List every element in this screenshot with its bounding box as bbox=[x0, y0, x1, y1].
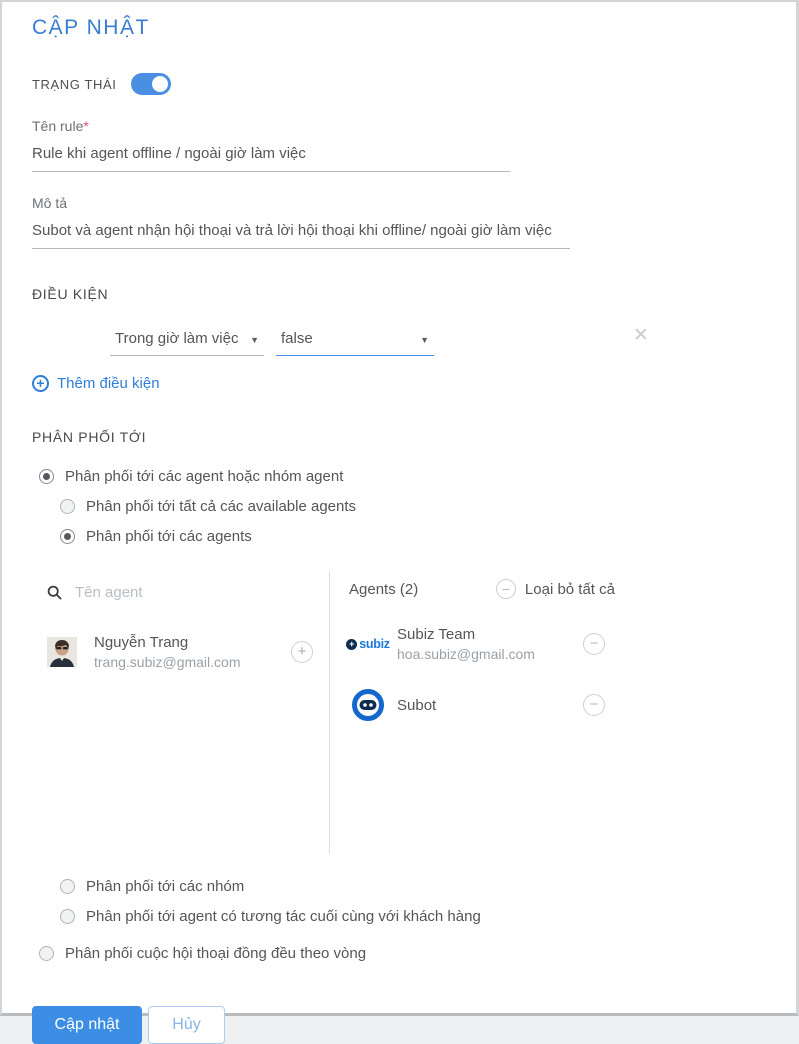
agent-search-row bbox=[47, 583, 319, 602]
status-row bbox=[32, 73, 796, 95]
selected-agent-row bbox=[349, 689, 621, 721]
subiz-team-logo bbox=[349, 637, 390, 651]
rule-name-label-text: Tên rule bbox=[32, 118, 84, 134]
agent-name: Nguyễn Trang bbox=[94, 634, 189, 651]
radio-distribute-groups[interactable] bbox=[60, 878, 796, 895]
status-label: TRẠNG THÁI bbox=[32, 76, 117, 92]
agent-name: Subot bbox=[397, 696, 437, 714]
description-field bbox=[32, 195, 796, 249]
subiz-wordmark: subiz bbox=[359, 637, 390, 651]
rule-name-input[interactable] bbox=[32, 134, 510, 172]
condition-value-value: false bbox=[281, 330, 313, 347]
selected-agents-header bbox=[349, 579, 621, 599]
agent-email: hoa.subiz@gmail.com bbox=[397, 646, 535, 662]
available-agents-panel bbox=[32, 571, 329, 854]
selected-agents-count: Agents (2) bbox=[349, 580, 419, 598]
status-toggle[interactable] bbox=[131, 73, 171, 95]
subiz-dot-icon bbox=[346, 639, 357, 650]
add-agent-button[interactable] bbox=[291, 641, 313, 663]
agent-email: trang.subiz@gmail.com bbox=[94, 654, 241, 670]
remove-condition-icon[interactable] bbox=[630, 324, 652, 346]
selected-agent-row bbox=[349, 626, 621, 662]
cancel-button[interactable]: Hủy bbox=[148, 1006, 225, 1044]
radio-label: Phân phối tới các nhóm bbox=[86, 878, 245, 895]
radio-distribute-last-interaction[interactable] bbox=[60, 908, 796, 925]
radio-distribute-round-robin[interactable] bbox=[39, 945, 796, 962]
add-condition-label: Thêm điều kiện bbox=[57, 375, 160, 392]
page-title: CẬP NHẬT bbox=[32, 16, 150, 39]
chevron-down-icon bbox=[420, 330, 429, 347]
radio-icon bbox=[60, 879, 75, 894]
rule-name-label bbox=[32, 118, 796, 134]
radio-label: Phân phối tới các agents bbox=[86, 528, 252, 545]
radio-icon bbox=[60, 529, 75, 544]
condition-attribute-select[interactable] bbox=[110, 330, 264, 356]
plus-circle-icon bbox=[32, 375, 49, 392]
agent-avatar bbox=[47, 637, 77, 667]
description-input[interactable] bbox=[32, 211, 570, 249]
radio-icon bbox=[60, 909, 75, 924]
remove-all-label: Loại bỏ tất cả bbox=[524, 580, 615, 598]
selected-agents-panel bbox=[329, 571, 621, 854]
radio-icon bbox=[39, 946, 54, 961]
add-condition-link[interactable] bbox=[32, 375, 160, 392]
chevron-down-icon bbox=[250, 330, 259, 347]
agent-info bbox=[397, 697, 583, 714]
condition-value-select[interactable] bbox=[276, 330, 434, 356]
radio-icon bbox=[39, 469, 54, 484]
subiz-logo-icon bbox=[346, 637, 389, 651]
radio-label: Phân phối tới agent có tương tác cuối cùng với khách hàng bbox=[86, 908, 481, 925]
condition-attribute-value: Trong giờ làm việc bbox=[115, 330, 239, 347]
radio-label: Phân phối cuộc hội thoại đồng đều theo vòng bbox=[65, 945, 367, 962]
condition-row bbox=[32, 326, 796, 356]
distribution-section-title: PHÂN PHỐI TỚI bbox=[32, 429, 147, 445]
radio-label: Phân phối tới các agent hoặc nhóm agent bbox=[65, 468, 344, 485]
person-photo-icon bbox=[47, 637, 77, 667]
remove-all-button[interactable] bbox=[496, 579, 615, 599]
minus-circle-icon bbox=[496, 579, 516, 599]
update-button[interactable]: Cập nhật bbox=[32, 1006, 142, 1044]
agent-search-input[interactable] bbox=[73, 583, 273, 602]
robot-icon bbox=[352, 689, 384, 721]
conditions-section-title: ĐIỀU KIỆN bbox=[32, 286, 109, 302]
agent-name: Subiz Team bbox=[397, 626, 476, 643]
available-agent-row bbox=[47, 634, 319, 670]
radio-distribute-selected-agents[interactable] bbox=[60, 528, 796, 545]
radio-label: Phân phối tới tất cả các available agents bbox=[86, 498, 357, 515]
agent-info bbox=[94, 634, 291, 670]
search-icon bbox=[47, 585, 62, 600]
agent-picker-panels bbox=[32, 571, 796, 854]
required-mark: * bbox=[83, 118, 89, 134]
description-label: Mô tả bbox=[32, 195, 68, 211]
radio-icon bbox=[60, 499, 75, 514]
radio-distribute-all-available[interactable] bbox=[60, 498, 796, 515]
form-actions bbox=[32, 1006, 796, 1044]
remove-agent-button[interactable] bbox=[583, 694, 605, 716]
toggle-knob-icon bbox=[152, 76, 168, 92]
radio-distribute-agents-or-groups[interactable] bbox=[39, 468, 796, 485]
remove-agent-button[interactable] bbox=[583, 633, 605, 655]
agent-info bbox=[397, 626, 583, 662]
rule-name-field bbox=[32, 118, 796, 172]
subot-avatar bbox=[349, 689, 387, 721]
